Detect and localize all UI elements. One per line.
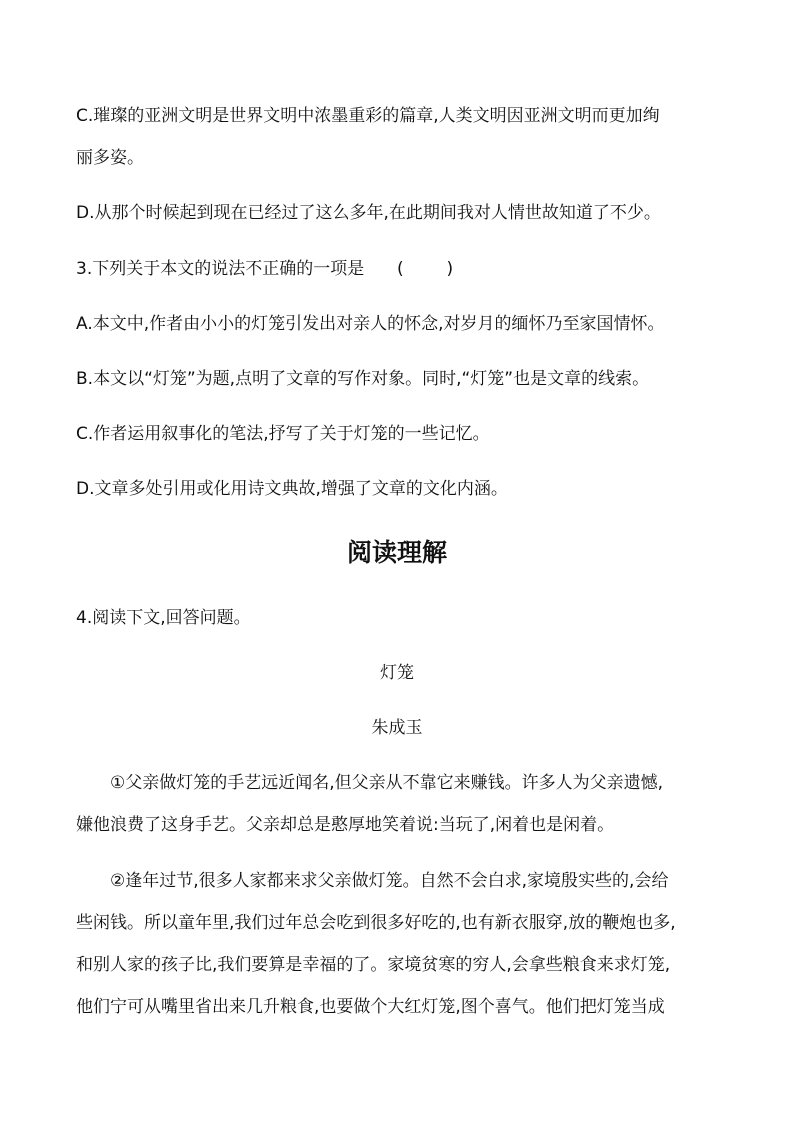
- answer-paren-open: (: [397, 259, 404, 279]
- q3-option-b: B.本文以“灯笼”为题,点明了文章的写作对象。同时,“灯笼”也是文章的线索。: [76, 369, 650, 389]
- q3-option-a: A.本文中,作者由小小的灯笼引发出对亲人的怀念,对岁月的缅怀乃至家国情怀。: [76, 314, 665, 334]
- answer-paren-close: ): [446, 259, 454, 279]
- paragraph-2-line-2: 些闲钱。所以童年里,我们过年总会吃到很多好吃的,也有新衣服穿,放的鞭炮也多,: [76, 913, 676, 933]
- paragraph-1-line-1: ①父亲做灯笼的手艺远近闻名,但父亲从不靠它来赚钱。许多人为父亲遗憾,: [110, 773, 664, 793]
- question-3-stem: [76, 259, 726, 279]
- paragraph-1-line-2: 嫌他浪费了这身手艺。父亲却总是憨厚地笑着说:当玩了,闲着也是闲着。: [76, 815, 615, 835]
- paragraph-2-line-3: 和别人家的孩子比,我们要算是幸福的了。家境贫寒的穷人,会拿些粮食来求灯笼,: [76, 955, 671, 975]
- section-heading: 阅读理解: [346, 538, 447, 567]
- q3-option-c: C.作者运用叙事化的笔法,抒写了关于灯笼的一些记忆。: [76, 424, 490, 444]
- paragraph-2-line-4: 他们宁可从嘴里省出来几升粮食,也要做个大红灯笼,图个喜气。他们把灯笼当成: [76, 997, 665, 1017]
- option-c-line-1: C.璀璨的亚洲文明是世界文明中浓墨重彩的篇章,人类文明因亚洲文明而更加绚: [76, 106, 660, 126]
- article-author: 朱成玉: [371, 718, 423, 738]
- option-c-line-2: 丽多姿。: [76, 148, 144, 168]
- q3-option-d: D.文章多处引用或化用诗文典故,增强了文章的文化内涵。: [76, 479, 508, 499]
- question-4-prompt: 4.阅读下文,回答问题。: [76, 608, 251, 628]
- option-d: D.从那个时候起到现在已经过了这么多年,在此期间我对人情世故知道了不少。: [76, 203, 661, 223]
- paragraph-2-line-1: ②逢年过节,很多人家都来求父亲做灯笼。自然不会白求,家境殷实些的,会给: [110, 871, 669, 891]
- article-title: 灯笼: [380, 663, 414, 683]
- question-3-text: 3.下列关于本文的说法不正确的一项是: [76, 259, 365, 279]
